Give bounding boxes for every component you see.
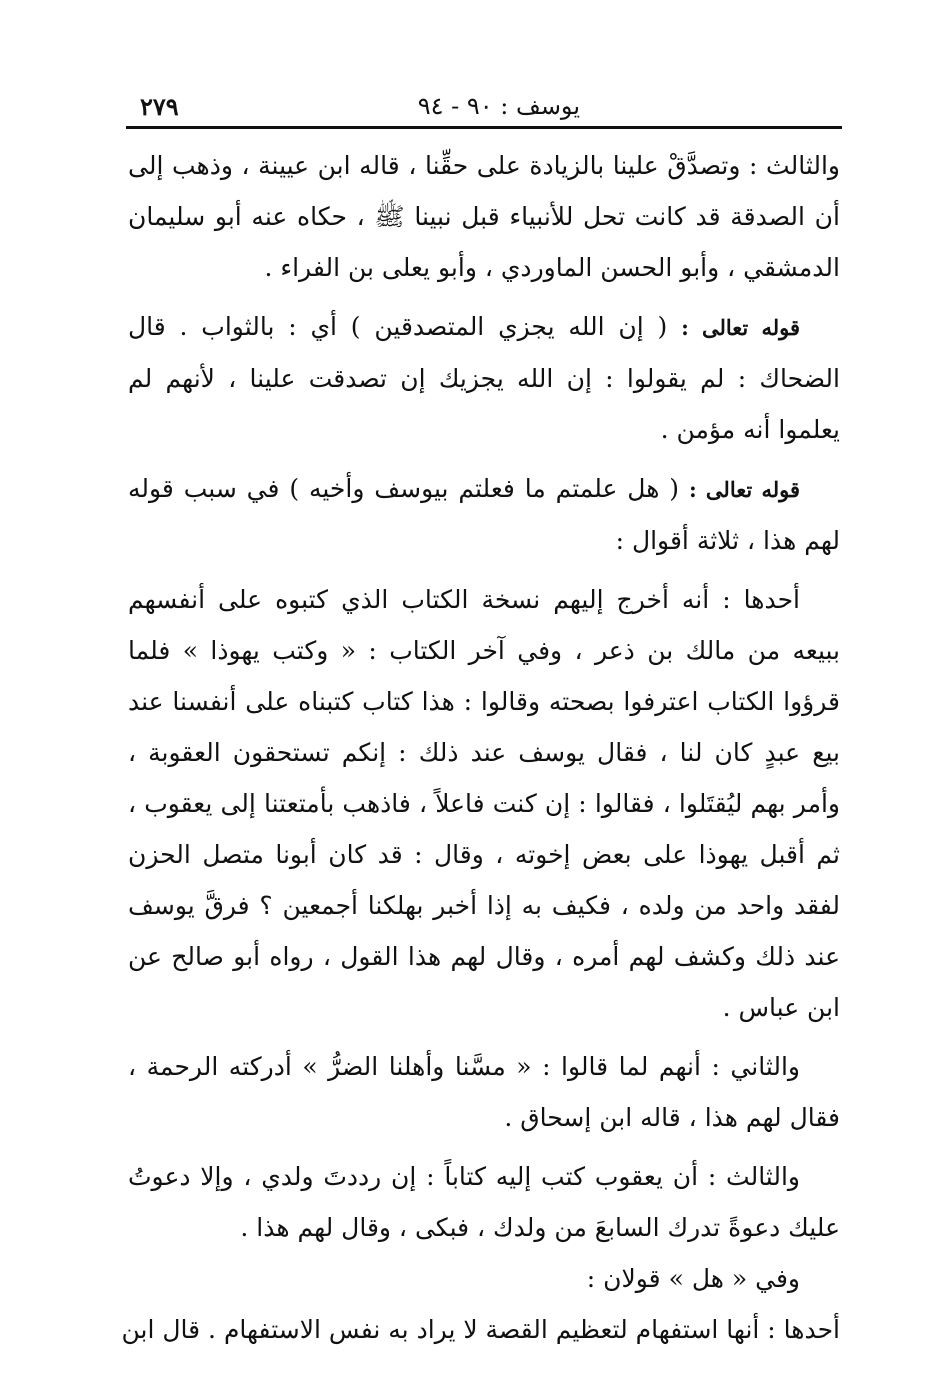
paragraph-third-opinion xyxy=(128,1151,840,1253)
paragraph-text: والثالث : أن يعقوب كتب إليه كتاباً : إن رددتَ ولدي ، وإلا دعوتُ عليك دعوةً تدرك السابعَ من ولدك ، فبكى ، وقال لهم هذا . xyxy=(128,1162,840,1242)
running-header xyxy=(128,82,830,126)
surah-verse-reference: يوسف : ٩٠ - ٩٤ xyxy=(417,92,580,120)
paragraph-text: ( هل علمتم ما فعلتم بيوسف وأخيه ) في سبب قوله لهم هذا ، ثلاثة أقوال : xyxy=(128,474,840,555)
paragraph-first-view-question xyxy=(121,1304,840,1355)
paragraph-text: وفي « هل » قولان : xyxy=(586,1264,800,1293)
paragraph-quote-allah-rewards xyxy=(128,301,840,455)
paragraph-text: والثالث : وتصدَّقْ علينا بالزيادة على حقِّنا ، قاله ابن عيينة ، وذهب إلى أن الصدقة قد كانت تحل للأنبياء قبل نبينا ﷺ ، حكاه عنه أبو سليمان الدمشقي ، وأبو الحسن الماوردي ، وأبو يعلى بن الفراء . xyxy=(128,151,840,282)
page-number: ٢٧٩ xyxy=(140,92,179,121)
paragraph-text: ( إن الله يجزي المتصدقين ) أي : بالثواب . قال الضحاك : لم يقولوا : إن الله يجزيك إن تصدقت علينا ، لأنهم لم يعلموا أنه مؤمن . xyxy=(128,312,840,444)
paragraph-text: أحدها : أنها استفهام لتعظيم القصة لا يراد به نفس الاستفهام . قال ابن xyxy=(121,1315,840,1344)
quote-lead: قوله تعالى : xyxy=(688,477,800,502)
paragraph-quote-did-you-know xyxy=(128,463,840,566)
paragraph-text: أحدها : أنه أخرج إليهم نسخة الكتاب الذي كتبوه على أنفسهم ببيعه من مالك بن ذعر ، وفي آخر الكتاب : « وكتب يهوذا » فلما قرؤوا الكتاب اعترفوا بصحته وقالوا : هذا كتاب كتبناه على أنفسنا عند بيع عبدٍ كان لنا ، فقال يوسف عند ذلك : إنكم تستحقون العقوبة ، وأمر بهم ليُقتَلوا ، فقالوا : إن كنت فاعلاً ، فاذهب بأمتعتنا إلى يعقوب ، ثم أقبل يهوذا على بعض إخوته ، وقال : قد كان أبونا متصل الحزن لفقد واحد من ولده ، فكيف به إذا أخبر بهلكنا أجمعين ؟ فرقَّ يوسف عند ذلك وكشف لهم أمره ، وقال لهم هذا القول ، رواه أبو صالح عن ابن عباس . xyxy=(128,585,840,1022)
page-body xyxy=(121,140,840,1355)
paragraph-third-view xyxy=(128,140,840,293)
header-rule xyxy=(126,126,842,129)
paragraph-second-opinion xyxy=(128,1041,840,1143)
paragraph-first-opinion xyxy=(128,574,840,1033)
quote-lead: قوله تعالى : xyxy=(681,315,801,340)
paragraph-text: والثاني : أنهم لما قالوا : « مسَّنا وأهلنا الضرُّ » أدركته الرحمة ، فقال لهم هذا ، قاله ابن إسحاق . xyxy=(128,1052,840,1132)
paragraph-hal-two-views xyxy=(128,1253,840,1304)
